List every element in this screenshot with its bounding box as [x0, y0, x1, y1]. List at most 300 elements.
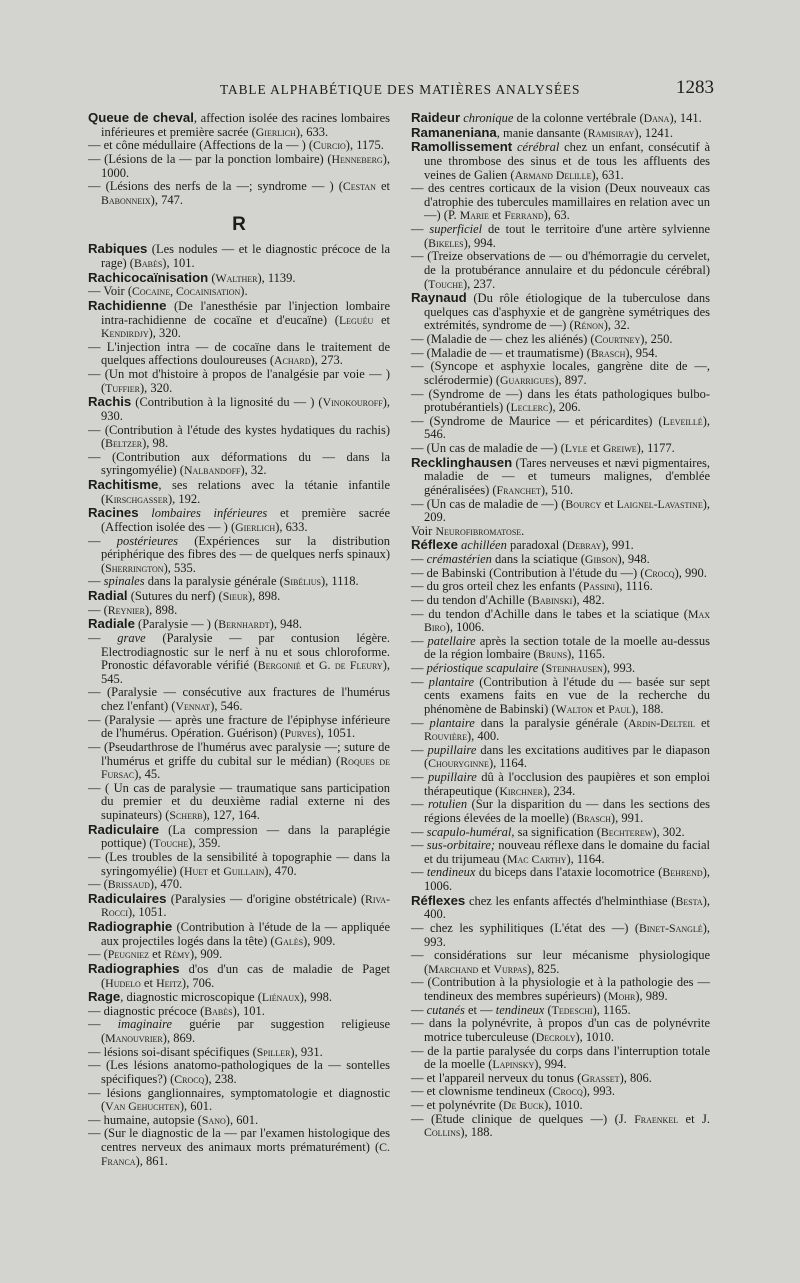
entry-headword: Rachidienne [88, 297, 167, 313]
entry-text: — dans la polynévrite, à propos d'un cas de polynévrite motrice tuberculeuse ( [411, 1016, 710, 1044]
entry-text: ), 897. [554, 372, 587, 387]
entry-text: ), 993. [602, 661, 636, 675]
author-name: Cestan [342, 179, 376, 194]
index-entry [88, 714, 390, 741]
entry-text: ), 302. [652, 824, 685, 839]
index-entry [411, 594, 710, 608]
entry-text: ), 237. [462, 276, 496, 291]
entry-text: — lésions soi-disant spécifiques ( [88, 1044, 257, 1059]
entry-text: de la colonne vertébrale ( [513, 111, 644, 125]
author-name: Franchet [496, 482, 541, 497]
author-name: Babonneix [101, 192, 151, 207]
author-name: Hudelo [105, 975, 141, 990]
entry-italic: imaginaire [117, 1017, 173, 1032]
index-entry [88, 686, 390, 713]
index-entry [411, 1072, 710, 1086]
entry-text: et [695, 715, 710, 730]
entry-text: ), 601. [179, 1099, 213, 1114]
author-name: Touche [428, 276, 463, 291]
author-name: Lyle [564, 441, 588, 455]
entry-text: — humaine, autopsie ( [88, 1112, 202, 1127]
author-name: Sieur [222, 589, 248, 603]
author-name: Ramisiray [587, 125, 635, 140]
entry-text: — (Syndrome de Maurice — et péricardites) ( [411, 413, 663, 428]
author-name: Purves [284, 726, 317, 741]
entry-text: ), 1139. [257, 270, 296, 285]
entry-italic: périostique scapulaire [426, 661, 539, 675]
author-name: Debray [566, 538, 602, 553]
entry-text: chez les enfants affectés d'helminthiase ( [465, 893, 676, 908]
author-name: Dana [643, 111, 670, 125]
entry-text: ), 991. [601, 538, 634, 553]
author-name: Crocq [644, 565, 675, 580]
entry-text: — (Les lésions anatomo-pathologiques de la — sontelles spécifiques?) ( [88, 1058, 390, 1086]
author-name: Manouvrier [105, 1031, 163, 1045]
entry-text: ), 1116. [615, 579, 653, 594]
entry-headword: Raideur [411, 110, 461, 125]
author-name: Gibson [584, 552, 618, 566]
entry-text: (Sur la disparition du — dans les sections des régions élevées de la moelle) ( [424, 797, 711, 825]
author-name: Sibélius [283, 574, 322, 589]
entry-text: , manie dansante ( [496, 125, 588, 140]
entry-text: du biceps dans l'ataxie locomotrice ( [475, 865, 663, 880]
author-name: Mohr [607, 989, 636, 1003]
running-head: TABLE ALPHABÉTIQUE DES MATIÈRES ANALYSÉES [220, 82, 581, 97]
author-name: Reynier [107, 602, 145, 617]
entry-text: — [411, 865, 427, 880]
index-entry [88, 424, 390, 451]
index-entry [411, 456, 710, 498]
letter-heading [88, 215, 390, 235]
index-entry [88, 851, 390, 878]
index-entry [411, 538, 710, 553]
entry-text: — du gros orteil chez les enfants ( [411, 579, 583, 594]
entry-text: — ( [88, 602, 108, 617]
index-entry [88, 271, 390, 286]
left-column [88, 111, 390, 1168]
entry-text: — [411, 1002, 427, 1017]
author-name: Curcio [313, 138, 346, 153]
entry-text: et [488, 208, 505, 223]
index-entry [411, 1017, 710, 1044]
entry-text: — ( Un cas de paralysie — traumatique sans participation du premier et du deuxième radial externe ni des supinateurs) ( [88, 780, 390, 822]
entry-text: ), 188. [631, 701, 664, 716]
entry-text: dans la paralysie générale ( [144, 574, 284, 589]
entry-headword: Radiculaire [88, 821, 160, 837]
entry-headword: Ramaneniana [411, 124, 497, 140]
entry-text: ), 998. [299, 990, 333, 1005]
index-entry [411, 949, 710, 976]
author-name: Tedeschi [551, 1002, 593, 1017]
entry-italic: crémastérien [426, 552, 492, 566]
entry-text: ), 930. [101, 395, 390, 423]
entry-text: ), 631. [591, 167, 624, 182]
author-name: Crocq [552, 1084, 583, 1099]
index-entry [411, 1004, 710, 1018]
author-name: Paul [608, 701, 632, 716]
entry-italic: sus-orbitaire; [426, 838, 496, 853]
entry-headword: Ramollissement [411, 139, 513, 155]
entry-text: ), 359. [188, 836, 221, 851]
entry-text: et J. [678, 1111, 710, 1126]
entry-text: ), 909. [189, 947, 223, 962]
page-number: 1283 [676, 77, 714, 98]
author-name: Guarrigues [500, 372, 555, 387]
index-entry [88, 139, 390, 153]
entry-text: ), 1051. [127, 905, 167, 920]
entry-text: ), 63. [543, 208, 570, 223]
entry-text: (Paralysies — d'origine obstétricale) ( [166, 891, 366, 906]
entry-headword: Raynaud [411, 290, 467, 306]
entry-text: — et cône médullaire (Affections de la — ) ( [88, 138, 314, 153]
index-entry [88, 632, 390, 687]
entry-text: ), 273. [310, 353, 343, 368]
author-name: Ferrand [504, 208, 544, 223]
entry-text: ), 1051. [316, 726, 356, 741]
entry-text: et [601, 496, 617, 511]
index-entry [88, 1046, 390, 1060]
entry-text: sa signification ( [514, 824, 601, 839]
entry-text: — [411, 797, 428, 812]
entry-text: — et l'appareil nerveux du tonus ( [411, 1070, 582, 1085]
entry-text: ), 400. [466, 729, 500, 744]
index-entry [411, 894, 710, 922]
author-name: Binet-Sanglé [639, 920, 703, 935]
author-name: Babès [133, 256, 163, 270]
entry-text: ), 1164. [566, 851, 605, 866]
author-name: Kirschgasser [105, 491, 168, 506]
entry-text: — (Un mot d'histoire à propos de l'analgésie par voie — ) ( [88, 367, 390, 395]
entry-text: d'os d'un cas de maladie de Paget ( [101, 961, 390, 990]
entry-italic: chronique [463, 111, 514, 125]
entry-text: — [88, 1017, 118, 1032]
author-name: Brasch [576, 810, 611, 825]
author-name: Rouvière [424, 729, 467, 744]
entry-text: , diagnostic microscopique ( [120, 990, 262, 1005]
index-entry [88, 1114, 390, 1128]
entry-text: et [300, 658, 319, 673]
index-entry [411, 717, 710, 744]
entry-text: (De l'anesthésie par l'injection lombaire intra-rachidienne de cocaïne et d'eucaïne) ( [101, 298, 390, 327]
entry-text: (Contribution à l'étude de la — appliquée aux projectiles logés dans la tête) ( [101, 920, 390, 948]
entry-italic: achilléen [461, 538, 507, 553]
entry-text: dû à l'occlusion des paupières et son emploi thérapeutique ( [424, 770, 711, 798]
index-entry [411, 1113, 710, 1140]
author-name: G. de Fleury [318, 658, 383, 673]
entry-text: . [521, 523, 525, 538]
index-entry [88, 617, 390, 632]
index-entry [411, 1085, 710, 1099]
author-name: Touche [153, 836, 189, 851]
author-name: Ardin-Delteil [628, 715, 696, 730]
entry-text: ), 869. [162, 1031, 196, 1045]
index-entry [88, 285, 390, 299]
entry-text: — et clownisme tendineux ( [411, 1084, 553, 1099]
entry-headword: Rabiques [88, 241, 148, 257]
author-name: Cocaine, Cocainisation [132, 284, 241, 299]
author-name: Achard [274, 353, 311, 368]
entry-text: ), 188. [460, 1125, 493, 1140]
author-name: Sano [201, 1112, 226, 1127]
entry-italic: patellaire [427, 633, 476, 648]
index-entry [411, 771, 710, 798]
entry-text: R [232, 214, 246, 236]
author-name: Mac Carthy [506, 851, 567, 866]
entry-text: — (Syndrome de —) dans les états pathologiques bulbo-protubérantiels) ( [411, 386, 710, 415]
author-name: Bruns [537, 647, 568, 662]
entry-text: — [411, 742, 428, 757]
index-entry [88, 990, 390, 1005]
author-name: Liénaux [261, 990, 300, 1005]
author-name: Scherb [169, 808, 203, 822]
author-name: Brasch [590, 345, 626, 360]
author-name: Bernhardt [218, 617, 270, 632]
index-entry [411, 347, 710, 361]
entry-text: ), 1165. [567, 647, 606, 662]
entry-italic: rotulien [427, 797, 468, 812]
entry-text: ), 994. [463, 235, 496, 250]
index-entry [411, 676, 710, 717]
index-entry [88, 962, 390, 990]
entry-text: ), 991. [610, 810, 644, 825]
entry-text: ), 948. [269, 617, 302, 632]
entry-text: et [208, 863, 224, 878]
entry-headword: Queue de cheval [88, 110, 194, 125]
entry-text: — (Contribution à la physiologie et à la pathologie des — tendineux des membres supérieurs) ( [411, 975, 710, 1003]
author-name: Vinokouroff [322, 395, 383, 410]
index-entry [88, 299, 390, 341]
entry-headword: Radiculaires [88, 890, 167, 906]
author-name: Chouryginne [428, 756, 489, 771]
index-entry [88, 920, 390, 948]
author-name: Van Gehuchten [105, 1099, 180, 1114]
entry-italic: tendineux [495, 1002, 545, 1017]
author-name: Fraenkel [634, 1111, 679, 1126]
author-name: Spiller [256, 1044, 291, 1059]
entry-text: ), 546. [424, 413, 710, 442]
entry-text: ), 633. [275, 519, 308, 534]
index-entry [411, 126, 710, 141]
entry-text: — diagnostic précoce ( [88, 1003, 205, 1018]
entry-text: ), 1175. [345, 138, 384, 153]
author-name: Collins [424, 1125, 461, 1140]
entry-text: ), 806. [619, 1070, 652, 1085]
author-name: Behrend [662, 865, 703, 880]
index-entry [88, 604, 390, 618]
entry-text: ), 209. [424, 496, 710, 525]
author-name: Bikeles [428, 235, 464, 250]
author-name: Walton [555, 701, 593, 716]
entry-text: ( [544, 1002, 552, 1017]
entry-text: — du tendon d'Achille dans le tabes et la sciatique ( [411, 606, 688, 621]
cross-reference [411, 525, 710, 539]
index-entry [88, 575, 390, 589]
entry-text: — chez les syphilitiques (L'état des —) ( [411, 920, 640, 935]
entry-text: — [411, 552, 427, 566]
index-entry [411, 291, 710, 333]
entry-text: — des centres corticaux de la vision (Deux nouveaux cas d'atrophie des tubercules mamillaires en relation avec un —) (P. [411, 181, 710, 223]
entry-text: (Sutures du nerf) ( [127, 589, 223, 603]
author-name: Gierlich [235, 519, 276, 534]
entry-text: et [373, 312, 390, 327]
entry-text: ), 993. [424, 920, 710, 949]
author-name: Laignel-Lavastine [616, 496, 703, 511]
entry-text: — et polynévrite ( [411, 1098, 503, 1112]
author-name: Bechterew [600, 824, 653, 839]
author-name: Decroly [535, 1029, 576, 1044]
entry-text: ), 535. [163, 560, 196, 575]
index-entry [88, 892, 390, 920]
author-name: Grasset [581, 1070, 620, 1085]
entry-text: et — [464, 1002, 496, 1017]
entry-text: Voir [411, 523, 436, 538]
author-name: Vurpas [493, 961, 528, 976]
entry-text: — (Maladie de — chez les aliénés) ( [411, 332, 595, 346]
entry-text: , affection isolée des racines lombaires inférieures et première sacrée ( [101, 111, 391, 139]
entry-italic: plantaire [428, 674, 475, 689]
entry-text: ), 510. [540, 482, 574, 497]
index-entry [88, 782, 390, 823]
entry-text: ), 238. [204, 1071, 237, 1086]
author-name: Bourcy [565, 496, 602, 511]
index-entry [88, 506, 390, 534]
index-entry [411, 662, 710, 676]
entry-text: ), 1006. [445, 620, 485, 635]
index-entry [88, 111, 390, 139]
entry-text: — ( [88, 947, 108, 962]
entry-text: ), 1006. [424, 865, 710, 893]
author-name: Bergonié [257, 658, 301, 673]
author-name: Lapinsky [492, 1057, 535, 1072]
index-entry [411, 553, 710, 567]
index-entry [88, 1005, 390, 1019]
author-name: Marchand [428, 961, 479, 976]
index-entry [88, 1127, 390, 1168]
author-name: Rénon [573, 318, 604, 333]
entry-text: ), 470. [264, 863, 297, 878]
entry-text: et [478, 961, 494, 976]
entry-headword: Rage [88, 989, 121, 1005]
entry-text: ), 101. [232, 1003, 265, 1018]
index-entry [411, 580, 710, 594]
index-entry [411, 442, 710, 456]
entry-headword: Réflexes [411, 892, 466, 908]
index-entry [88, 589, 390, 604]
entry-text: ), 101. [162, 256, 195, 270]
entry-text: — [88, 630, 118, 645]
author-name: Leclerc [510, 400, 549, 415]
entry-text: — (Les troubles de la sensibilité à topographie — dans la syringomyélie) ( [88, 849, 390, 878]
index-entry [411, 223, 710, 250]
index-entry [411, 182, 710, 223]
entry-text: — (Syncope et asphyxie locales, gangrène dite de —, sclérodermie) ( [411, 359, 710, 387]
entry-text: — (Pseudarthrose de l'humérus avec paralysie —; suture de l'humérus et griffe du cubital sur le médian) ( [88, 739, 390, 768]
index-entry [411, 866, 710, 893]
entry-text: ), 234. [542, 783, 576, 798]
entry-text: (Tares nerveuses et nævi pigmentaires, maladie de — et tumeurs malignes, d'emblée généralisées) ( [424, 455, 710, 497]
index-entry [411, 922, 710, 949]
author-name: Babès [204, 1003, 233, 1018]
entry-text: , ses relations avec la tétanie infantile ( [101, 478, 390, 506]
entry-text: (Paralysie — par contusion légère. Electrodiagnostic sur le nerf à nu et sous chloroforme. Pronostic défavorable vérifié ( [101, 630, 390, 673]
entry-text: ), 45. [134, 767, 161, 782]
entry-text: ). [240, 284, 248, 299]
entry-text: guérie par suggestion religieuse ( [101, 1017, 390, 1045]
author-name: Tuffier [105, 380, 140, 395]
entry-text: ), 948. [617, 552, 650, 566]
entry-text: — (Paralysie — après une fracture de l'épiphyse inférieure de l'humérus. Opération. Guérison) ( [88, 712, 390, 741]
author-name: Guillain [223, 863, 265, 878]
entry-text: (Contribution à l'étude du — basée sur sept cents examens faits en vue de la recherche du phénomène de Babinski) ( [424, 674, 710, 716]
index-entry [411, 111, 710, 126]
entry-text: ), 1241. [634, 125, 673, 140]
index-entry [411, 415, 710, 442]
entry-italic: cérébral [516, 140, 560, 155]
entry-text: ), 633. [295, 124, 329, 139]
entry-text: ), 250. [640, 332, 673, 346]
author-name: Walther [215, 270, 258, 285]
index-entry [88, 1018, 390, 1045]
index-entry [411, 976, 710, 1003]
entry-text: ), 546. [210, 699, 243, 713]
entry-text: ), 400. [424, 893, 710, 922]
entry-text: — [411, 824, 427, 839]
entry-text: — (Paralysie — consécutive aux fractures de l'humérus chez l'enfant) ( [88, 685, 390, 713]
entry-text: ), 954. [625, 345, 658, 360]
entry-text: — (Etude clinique de quelques —) (J. [411, 1111, 635, 1126]
entry-headword: Rachis [88, 394, 132, 410]
entry-text: ), 1118. [321, 574, 359, 589]
entry-text: chez un enfant, consécutif à une thrombose des sinus et de tous les affluents des veines de Galien ( [424, 140, 711, 182]
entry-text: — ( [88, 877, 108, 892]
entry-text: ), 98. [142, 436, 169, 451]
entry-italic: superficiel [429, 222, 483, 236]
author-name: Kendirdjy [101, 326, 149, 341]
index-entry [88, 478, 390, 506]
entry-text: — L'injection intra — de cocaïne dans le traitement de quelques affections douloureuses ( [88, 339, 390, 368]
entry-italic: tendineux [426, 865, 476, 880]
index-entry [88, 368, 390, 395]
entry-text: après la section totale de la moelle au-dessus de la région lombaire ( [424, 633, 710, 662]
entry-text: ), 320. [148, 326, 181, 341]
entry-text: ), 141. [669, 111, 702, 125]
entry-headword: Rachicocaïnisation [88, 269, 209, 285]
entry-text: et [592, 701, 609, 716]
index-entry [411, 1099, 710, 1113]
entry-text: et [375, 179, 390, 194]
author-name: Leguéu [338, 312, 374, 327]
entry-italic: pupillaire [427, 770, 477, 784]
author-name: C. Franca [101, 1140, 390, 1168]
entry-headword: Radiographie [88, 919, 173, 934]
entry-text: — (Lésions des nerfs de la —; syndrome — ) ( [88, 179, 343, 194]
entry-text: ), 32. [603, 318, 630, 333]
author-name: Passini [582, 579, 616, 594]
entry-text: — [411, 770, 428, 784]
entry-text: — lésions ganglionnaires, symptomatologie et diagnostic ( [88, 1085, 390, 1114]
entry-text: ), 1000. [101, 151, 390, 180]
entry-text: et première sacrée (Affection isolée des — ) ( [101, 506, 390, 534]
index-entry [88, 1059, 390, 1086]
entry-italic: pupillaire [427, 742, 477, 757]
author-name: Besta [675, 893, 703, 908]
entry-text: ), 994. [534, 1057, 567, 1072]
index-entry [411, 250, 710, 291]
entry-italic: cutanés [426, 1002, 465, 1017]
entry-text: ), 127, 164. [202, 808, 260, 822]
index-entry [411, 567, 710, 581]
entry-text: ), 706. [181, 975, 215, 990]
